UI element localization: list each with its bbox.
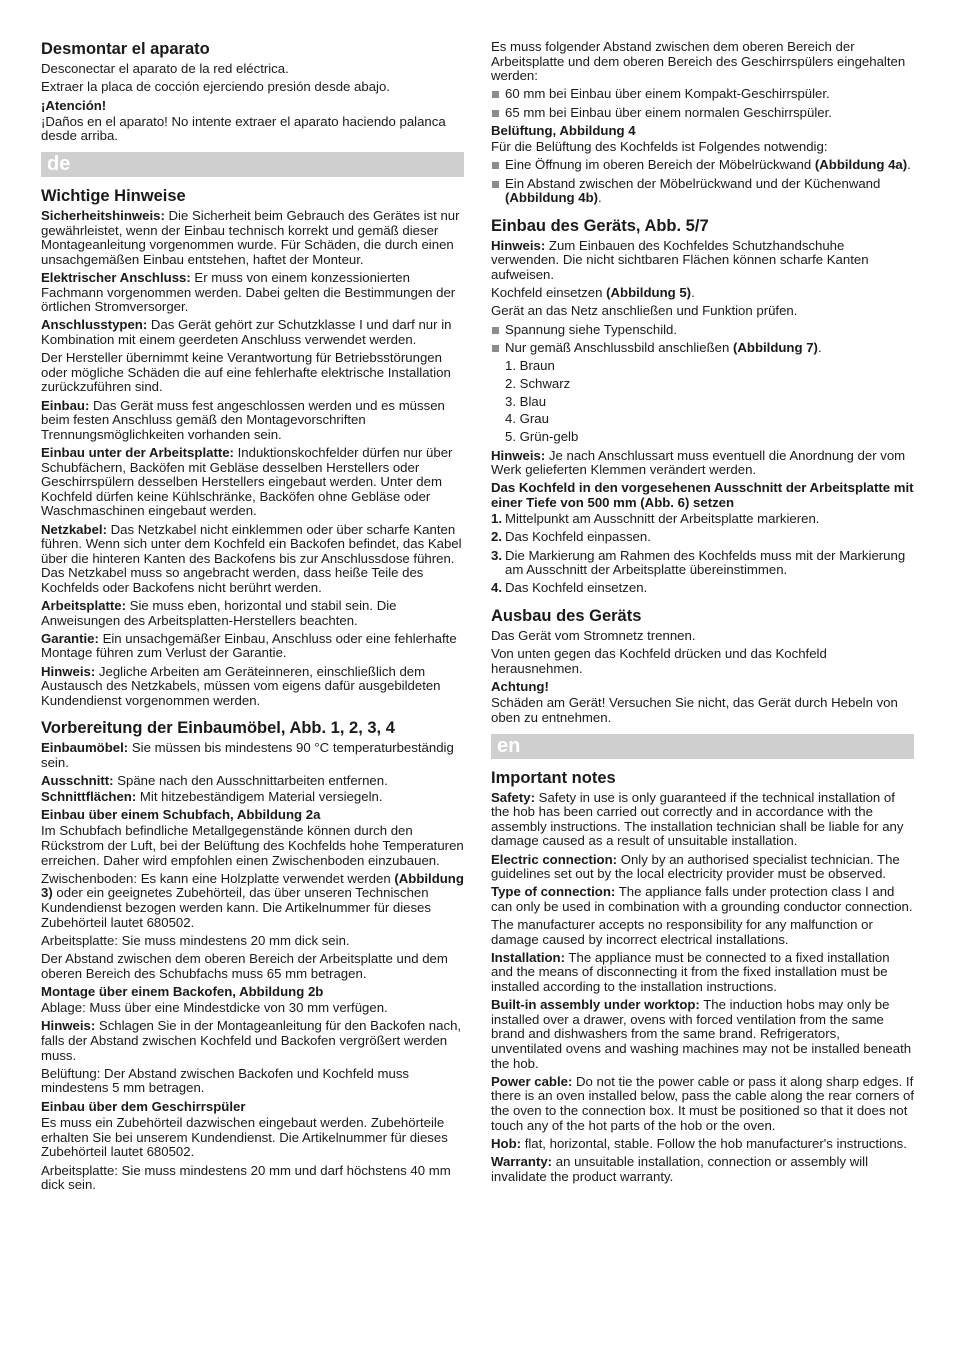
figure-reference: (Abbildung 4b) (505, 190, 599, 206)
note-text: Only by an authorised specialist technician. The guidelines set out by the local electricity provider must be observed. (491, 851, 900, 882)
list-item (491, 87, 914, 102)
note-item (41, 632, 464, 661)
subsection-title-schubfach: Einbau über einem Schubfach, Abbildung 2a (41, 807, 321, 823)
list-item-text: Spannung siehe Typenschild. (505, 321, 678, 337)
subsection-title-belueftung: Belüftung, Abbildung 4 (491, 123, 636, 139)
note-item (491, 853, 914, 882)
note-text: The induction hobs may only be installed over a drawer, ovens with forced ventilation from the same brand and dishwashers from the same brand. Refrigerators, unventilated ovens and washing machines may not be installed beneath the hob. (491, 997, 912, 1071)
bullet-square-icon (492, 162, 499, 169)
wire-color-item: 1. Braun (505, 357, 555, 373)
paragraph: Ablage: Muss über eine Mindestdicke von 30 mm verfügen. (41, 1000, 388, 1016)
note-item (41, 351, 464, 395)
note-label: Netzkabel: (41, 521, 107, 537)
section-title-einbau: Einbau des Geräts, Abb. 5/7 (491, 216, 709, 235)
note-text: flat, horizontal, stable. Follow the hob manufacturer's instructions. (521, 1135, 907, 1151)
note-item (491, 1137, 914, 1152)
list-item-text: Eine Öffnung im oberen Bereich der Möbelrückwand (505, 157, 815, 173)
step-number: 3. (491, 547, 502, 563)
note-item (41, 318, 464, 347)
note-item (41, 271, 464, 315)
wire-color-item: 5. Grün-gelb (505, 429, 579, 445)
note-text: Das Gerät muss fest angeschlossen werden und es müssen beim festen Anschluss gemäß den Montagevorschriften Trennungsmöglichkeiten vorhanden sein. (41, 397, 445, 442)
note-item (491, 239, 914, 283)
note-text: The appliance falls under protection class I and can only be used in combination with a grounding conductor connection. (491, 884, 913, 914)
wichtige-hinweise-list (41, 209, 464, 708)
subsection-title-geschirrspueler: Einbau über dem Geschirrspüler (41, 1099, 246, 1115)
paragraph: Es muss ein Zubehörteil dazwischen eingebaut werden. Zubehörteile erhalten Sie bei unserem Kundendienst. Die Artikelnummer für dieses Zubehörteil lautet 680502. (41, 1115, 448, 1160)
note-text: Das Gerät gehört zur Schutzklasse I und darf nur in Kombination mit einem geerdeten Anschluss verwendet werden. (41, 317, 452, 347)
important-notes-list (491, 791, 914, 1185)
note-text: Er muss von einem konzessionierten Fachmann vorgenommen werden. Dabei gelten die Bestimmungen der örtlichen Stromversorger. (41, 270, 456, 315)
note-item (41, 446, 464, 519)
paragraph (41, 872, 464, 930)
step-item (491, 512, 914, 527)
warning-text: ¡Daños en el aparato! No intente extraer el aparato haciendo palanca desde arriba. (41, 113, 446, 144)
paragraph: Gerät an das Netz anschließen und Funktion prüfen. (491, 303, 798, 319)
note-item (491, 449, 914, 478)
paragraph: Für die Belüftung des Kochfelds ist Folgendes notwendig: (491, 139, 828, 155)
note-label: Hob: (491, 1135, 522, 1151)
figure-reference: (Abbildung 7) (732, 339, 818, 355)
note-label: Built-in assembly under worktop: (491, 997, 700, 1013)
note-label: Einbaumöbel: (41, 740, 129, 756)
note-text: an unsuitable installation, connection or assembly will invalidate the product warranty. (491, 1153, 869, 1184)
note-text: Sie müssen bis mindestens 90 °C temperaturbeständig sein. (41, 740, 454, 770)
note-label: Sicherheitshinweis: (41, 208, 165, 224)
warning-text: Schäden am Gerät! Versuchen Sie nicht, das Gerät durch Hebeln von oben zu entnehmen. (491, 695, 898, 725)
step-text: Die Markierung am Rahmen des Kochfelds muss mit der Markierung am Ausschnitt der Arbeitsplatte übereinstimmen. (505, 547, 906, 578)
note-label: Installation: (491, 949, 565, 965)
list-item-text: . (598, 190, 602, 206)
step-item (491, 549, 914, 578)
wire-color-item: 3. Blau (505, 393, 547, 409)
right-column (491, 40, 914, 1188)
note-label: Warranty: (491, 1153, 553, 1169)
note-text: Mit hitzebeständigem Material versiegeln. (136, 788, 383, 804)
note-text: Zum Einbauen des Kochfeldes Schutzhandschuhe verwenden. Die nicht sichtbaren Flächen können scharfe Kanten aufweisen. (491, 237, 869, 282)
paragraph: Von unten gegen das Kochfeld drücken und das Kochfeld herausnehmen. (491, 646, 827, 676)
list-item (491, 341, 914, 356)
note-label: Garantie: (41, 630, 99, 646)
note-label: Electric connection: (491, 851, 618, 867)
step-item (491, 581, 914, 596)
note-label: Einbau unter der Arbeitsplatte: (41, 444, 234, 460)
paragraph: Es muss folgender Abstand zwischen dem oberen Bereich der Arbeitsplatte und dem oberen Bereich des Geschirrspülers eingehalten werden: (491, 39, 906, 84)
step-number: 1. (491, 511, 502, 527)
note-item (491, 1075, 914, 1133)
section-title-ausbau: Ausbau des Geräts (491, 606, 642, 625)
note-item (491, 951, 914, 995)
note-text: Das Netzkabel nicht einklemmen oder über scharfe Kanten führen. Wenn sich unter dem Kochfeld ein Backofen befindet, das Kabel über die hinteren Kanten des Backofens bis zur Anschlussdose führen. Das Netzkabel muss so angebracht werden, dass heiße Teile des Kochfelds oder Backofens nicht berührt werden. (41, 521, 462, 595)
text-span: Kochfeld einsetzen (491, 285, 607, 301)
note-item (41, 209, 464, 267)
note-text: Sie muss eben, horizontal und stabil sein. Die Anweisungen des Arbeitsplatten-Herstellers beachten. (41, 598, 397, 628)
paragraph: Arbeitsplatte: Sie muss mindestens 20 mm und darf höchstens 40 mm dick sein. (41, 1162, 451, 1193)
figure-reference: (Abbildung 4a) (814, 157, 908, 173)
note-label: Hinweis: (41, 663, 96, 679)
note-item (41, 1019, 464, 1063)
note-label: Anschlusstypen: (41, 317, 148, 333)
note-text: The appliance must be connected to a fixed installation and the means of disconnecting it from the fixed installation must be installed according to the installation instructions. (491, 949, 890, 995)
note-item (41, 665, 464, 709)
language-bar-de: de (41, 152, 464, 177)
note-item (491, 998, 914, 1071)
step-number: 2. (491, 529, 502, 545)
note-text: Schlagen Sie in der Montageanleitung für den Backofen nach, falls der Abstand zwischen Kochfeld und Backofen vergrößert werden muss. (41, 1018, 462, 1063)
note-text: Safety in use is only guaranteed if the technical installation of the hob has been carried out correctly and in accordance with the assembly instructions. The installation technician shall be liable for any damage caused as a result of unsuitable installation. (491, 789, 904, 849)
step-text: Mittelpunkt am Ausschnitt der Arbeitsplatte markieren. (505, 511, 820, 527)
list-item (491, 323, 914, 338)
list-item-text: Ein Abstand zwischen der Möbelrückwand und der Küchenwand (505, 175, 881, 191)
paragraph: Belüftung: Der Abstand zwischen Backofen und Kochfeld muss mindestens 5 mm betragen. (41, 1065, 410, 1096)
note-text: The manufacturer accepts no responsibility for any malfunction or damage caused by incorrect electrical installations. (491, 917, 873, 947)
left-column (41, 40, 464, 1196)
step-item (491, 530, 914, 545)
section-title-important-notes: Important notes (491, 768, 616, 787)
section-title-desmontar: Desmontar el aparato (41, 40, 210, 58)
note-text: Do not tie the power cable or pass it along sharp edges. If there is an oven installed below, pass the cable along the rear corners of the oven to the connection box. It must be positioned so that it does not touch any of the hot parts of the hob or the oven. (491, 1073, 914, 1133)
text-span: . (691, 285, 695, 301)
note-item (491, 791, 914, 849)
note-item (41, 399, 464, 443)
note-label: Elektrischer Anschluss: (41, 270, 191, 286)
step-text: Das Kochfeld einpassen. (505, 529, 651, 545)
list-item (491, 158, 914, 173)
note-label: Einbau: (41, 397, 90, 413)
list-item-text: 60 mm bei Einbau über einem Kompakt-Geschirrspüler. (505, 86, 830, 102)
paragraph: Der Abstand zwischen dem oberen Bereich der Arbeitsplatte und dem oberen Bereich des Schubfachs muss 65 mm betragen. (41, 951, 448, 981)
note-text: Der Hersteller übernimmt keine Verantwortung für Betriebsstörungen oder mögliche Schäden die auf eine fehlerhafte elektrische Installation zurückzuführen sind. (41, 350, 451, 395)
text-span: Zwischenboden: Es kann eine Holzplatte verwendet werden (41, 870, 395, 886)
warning-title: Achtung! (491, 679, 549, 695)
note-label: Type of connection: (491, 884, 616, 900)
note-text: Späne nach den Ausschnittarbeiten entfernen. (113, 773, 388, 789)
list-item-text: . (907, 157, 911, 173)
list-item (491, 106, 914, 121)
paragraph: Das Gerät vom Stromnetz trennen. (491, 627, 696, 643)
paragraph: Arbeitsplatte: Sie muss mindestens 20 mm dick sein. (41, 932, 350, 948)
note-label: Arbeitsplatte: (41, 598, 126, 614)
paragraph (491, 286, 914, 301)
figure-reference: (Abbildung 5) (606, 285, 692, 301)
wire-color-item: 2. Schwarz (505, 375, 571, 391)
note-label: Hinweis: (491, 237, 546, 253)
language-bar-en: en (491, 734, 914, 759)
bullet-square-icon (492, 91, 499, 98)
paragraph: Extraer la placa de cocción ejerciendo presión desde abajo. (41, 79, 390, 95)
section-title-wichtige-hinweise: Wichtige Hinweise (41, 187, 186, 206)
text-span: oder ein geeignetes Zubehörteil, das über unseren Technischen Kundendienst bezogen werden kann. Die Artikelnummer für dieses Zubehörteil lautet 680502. (41, 885, 431, 930)
note-item (41, 790, 464, 805)
subsection-title-setzen: Das Kochfeld in den vorgesehenen Ausschnitt der Arbeitsplatte mit einer Tiefe von 500 mm (Abb. 6) setzen (491, 480, 914, 511)
note-label: Power cable: (491, 1073, 573, 1089)
note-item (491, 1155, 914, 1184)
note-text: Je nach Anschlussart muss eventuell die Anordnung der vom Werk gelieferten Klemmen verändert werden. (491, 447, 906, 478)
bullet-square-icon (492, 345, 499, 352)
figure-reference: (Abbildung 3) (41, 870, 464, 901)
note-label: Hinweis: (491, 447, 546, 463)
step-text: Das Kochfeld einsetzen. (505, 580, 648, 596)
paragraph: Desconectar el aparato de la red eléctrica. (41, 61, 289, 76)
bullet-square-icon (492, 181, 499, 188)
list-item-text: 65 mm bei Einbau über einem normalen Geschirrspüler. (505, 104, 832, 120)
note-text: Die Sicherheit beim Gebrauch des Gerätes ist nur gewährleistet, wenn der Einbau technisch korrekt und gemäß dieser Montageanleitung vorgenommen wurde. Für Schäden, die durch einen unsachgemäßen Einbau entstehen, haftet der Monteur. (41, 208, 460, 267)
paragraph: Im Schubfach befindliche Metallgegenstände können durch den Rückstrom der Luft, bei der Belüftung des Kochfelds hohe Temperaturen erreichen. Daher wird empfohlen einen Zwischenboden einzubauen. (41, 823, 464, 868)
note-label: Schnittflächen: (41, 788, 137, 804)
note-item (41, 741, 464, 770)
note-text: Induktionskochfelder dürfen nur über Schubfächern, Backöfen mit Gebläse desselben Herstellers oder Geschirrspülern desselben Herstellers eingebaut werden. Unter dem Kochfeld dürfen keine Kühlschränke, Backöfen ohne Gebläse oder Waschmaschinen eingebaut werden. (41, 444, 453, 519)
note-label: Safety: (491, 789, 535, 805)
bullet-square-icon (492, 327, 499, 334)
subsection-title-backofen: Montage über einem Backofen, Abbildung 2b (41, 984, 324, 1000)
note-label: Ausschnitt: (41, 773, 114, 789)
note-text: Ein unsachgemäßer Einbau, Anschluss oder eine fehlerhafte Montage führen zum Verlust der Garantie. (41, 630, 457, 661)
wire-color-item: 4. Grau (505, 411, 549, 427)
section-title-vorbereitung: Vorbereitung der Einbaumöbel, Abb. 1, 2, 3, 4 (41, 719, 395, 738)
note-label: Hinweis: (41, 1018, 96, 1034)
note-item (491, 918, 914, 947)
note-item (491, 885, 914, 914)
list-item-text: . (817, 339, 822, 355)
bullet-square-icon (492, 110, 499, 117)
list-item (491, 177, 914, 206)
note-item (41, 599, 464, 628)
note-text: Jegliche Arbeiten am Geräteinneren, einschließlich dem Austausch des Netzkabels, müssen vom eigens dafür ausgebildeten Kundendienst vorgenommen werden. (41, 663, 441, 708)
list-item-text: Nur gemäß Anschlussbild anschließen (505, 339, 733, 355)
warning-title: ¡Atención! (41, 97, 107, 113)
note-item (41, 774, 464, 789)
step-number: 4. (491, 580, 502, 596)
note-item (41, 523, 464, 596)
